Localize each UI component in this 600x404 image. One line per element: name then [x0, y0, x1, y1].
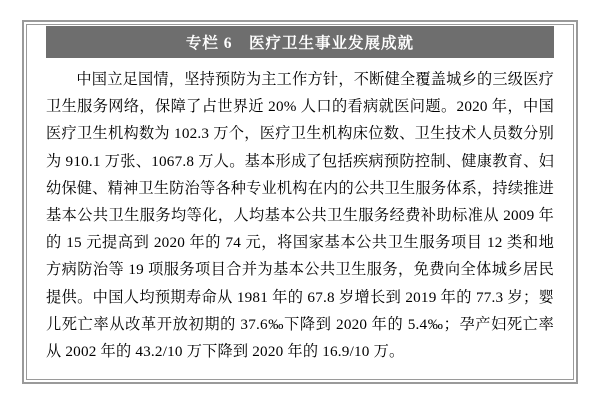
- body-paragraph: 中国立足国情，坚持预防为主工作方针，不断健全覆盖城乡的三级医疗卫生服务网络，保障了占世界近 20% 人口的看病就医问题。2020 年，中国医疗卫生机构数为 102.3 万个，医疗卫生机构床位数、卫生技术人员数分别为 910.1 万张、1067.8 万人。基本形成了包括疾病预防控制、健康教育、妇幼保健、精神卫生防治等各种专业机构在内的公共卫生服务体系，持续推进基本公共卫生服务均等化，人均基本公共卫生服务经费补助标准从 2009 年的 15 元提高到 2020 年的 74 元，将国家基本公共卫生服务项目 12 类和地方病防治等 19 项服务项目合并为基本公共卫生服务，免费向全体城乡居民提供。中国人均预期寿命从 1981 年的 67.8 岁增长到 2019 年的 77.3 岁；婴儿死亡率从改革开放初期的 37.6‰下降到 2020 年的 5.4‰；孕产妇死亡率从 2002 年的 43.2/10 万下降到 2020 年的 16.9/10 万。: [46, 71, 554, 361]
- callout-title-bar: [46, 26, 554, 58]
- callout-title-text: 专栏 6 医疗卫生事业发展成就: [185, 35, 415, 52]
- callout-body: [46, 66, 554, 364]
